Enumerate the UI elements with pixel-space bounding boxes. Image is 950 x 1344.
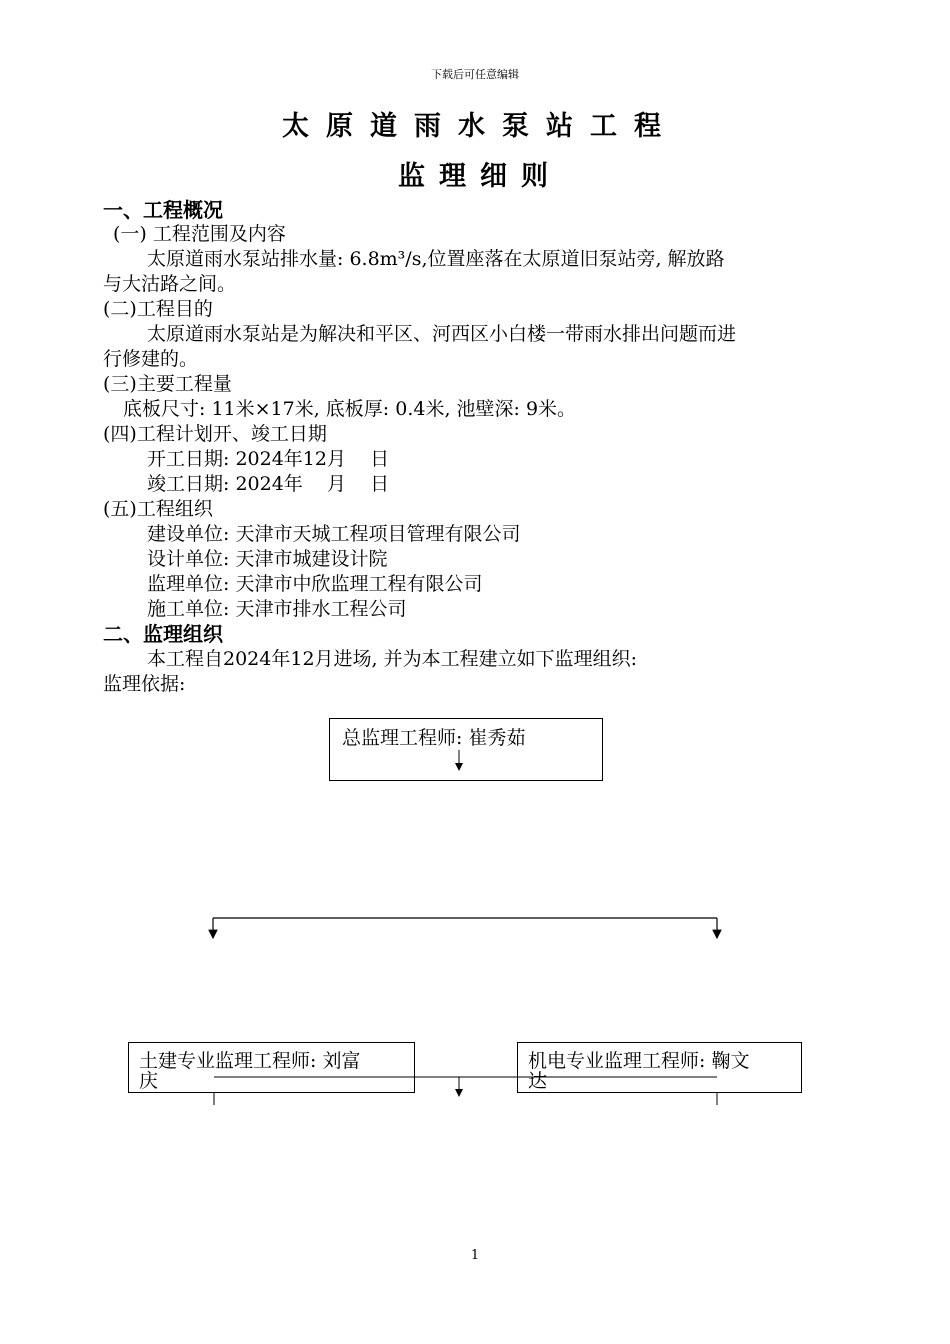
sub3-label: (三)主要工程量	[103, 373, 232, 395]
section2-heading: 二、监理组织	[103, 622, 223, 646]
civil-engineer-label: 土建专业监理工程师: 刘富	[139, 1050, 361, 1072]
sub1-text-a: 太原道雨水泵站排水量: 6.8m³/s,位置座落在太原道旧泵站旁, 解放路	[147, 248, 725, 270]
mech-engineer-label: 机电专业监理工程师: 鞠文	[528, 1050, 750, 1072]
chief-engineer-label: 总监理工程师: 崔秀茹	[342, 727, 526, 749]
org-supervisor: 监理单位: 天津市中欣监理工程有限公司	[147, 573, 483, 595]
start-date: 开工日期: 2024年12月 日	[147, 448, 390, 470]
sub2-text-a: 太原道雨水泵站是为解决和平区、河西区小白楼一带雨水排出问题而进	[147, 323, 737, 345]
end-date: 竣工日期: 2024年 月 日	[147, 473, 390, 495]
sub5-label: (五)工程组织	[103, 498, 213, 520]
section1-heading: 一、工程概况	[103, 198, 223, 222]
supervision-basis: 监理依据:	[103, 673, 186, 695]
sub2-label: (二)工程目的	[103, 298, 213, 320]
org-contractor: 施工单位: 天津市排水工程公司	[147, 598, 407, 620]
sub3-text: 底板尺寸: 11米×17米, 底板厚: 0.4米, 池壁深: 9米。	[123, 398, 577, 420]
header-note: 下载后可任意编辑	[431, 68, 519, 81]
document-subtitle: 监理细则	[398, 161, 562, 192]
mech-engineer-box	[517, 1042, 802, 1093]
sub1-text-b: 与大沽路之间。	[103, 273, 237, 295]
org-designer: 设计单位: 天津市城建设计院	[147, 548, 388, 570]
page-number: 1	[470, 1248, 480, 1263]
civil-engineer-label-cont: 庆	[139, 1070, 159, 1092]
sub2-text-b: 行修建的。	[103, 348, 199, 370]
org-owner: 建设单位: 天津市天城工程项目管理有限公司	[147, 523, 521, 545]
sub4-label: (四)工程计划开、竣工日期	[103, 423, 327, 445]
civil-engineer-box	[128, 1042, 415, 1093]
document-title: 太原道雨水泵站工程	[282, 111, 678, 142]
chief-engineer-box	[329, 718, 603, 781]
sub1-label: (一) 工程范围及内容	[113, 223, 286, 245]
mech-engineer-label-cont: 达	[528, 1070, 548, 1092]
section2-intro: 本工程自2024年12月进场, 并为本工程建立如下监理组织:	[147, 648, 638, 670]
